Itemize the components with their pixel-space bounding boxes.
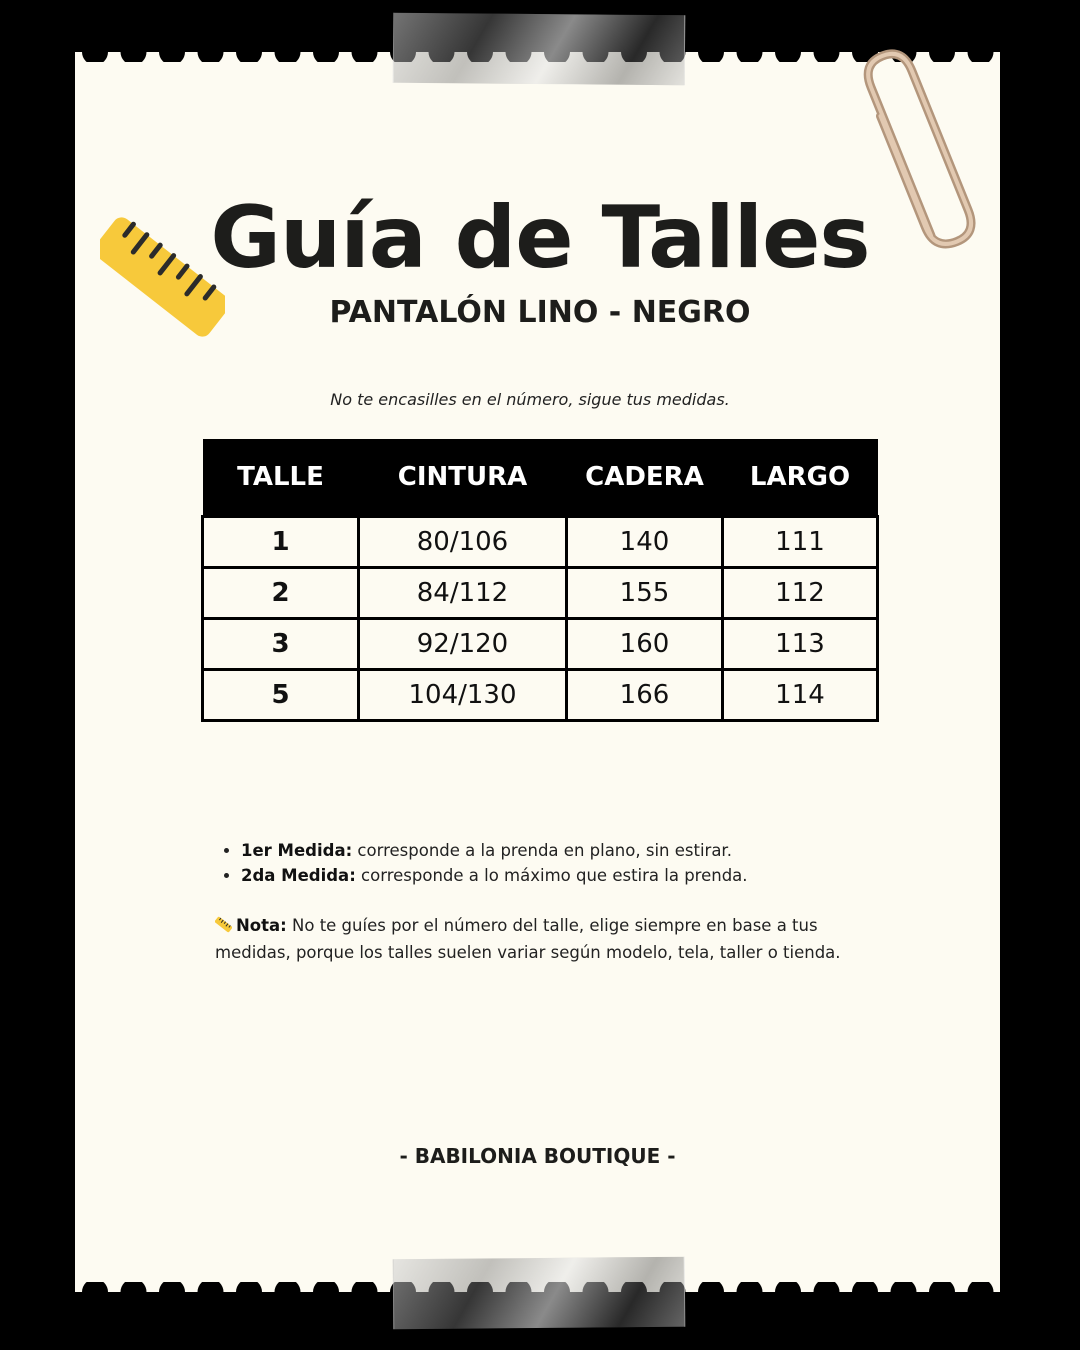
cell-cadera: 140	[567, 517, 723, 568]
perforation-hole	[775, 42, 801, 62]
bullet-text: corresponde a lo máximo que estira la prenda.	[355, 866, 748, 885]
perforation-hole	[275, 1282, 301, 1302]
cell-largo: 112	[723, 568, 878, 619]
cell-cintura: 80/106	[359, 517, 567, 568]
perforation-hole	[737, 42, 763, 62]
list-item	[241, 863, 895, 888]
perforation-hole	[891, 1282, 917, 1302]
product-subtitle: PANTALÓN LINO - NEGRO	[329, 295, 751, 330]
perforation-hole	[737, 1282, 763, 1302]
perforation-hole	[814, 42, 840, 62]
page-title: Guía de Talles	[210, 188, 870, 288]
perforation-hole	[698, 1282, 724, 1302]
perforation-hole	[775, 1282, 801, 1302]
tape-strip-bottom	[393, 1257, 686, 1330]
perforation-hole	[121, 1282, 147, 1302]
table-header-row	[203, 439, 878, 517]
measurement-list	[215, 838, 895, 888]
perforation-hole	[852, 1282, 878, 1302]
cell-talle: 1	[203, 517, 359, 568]
cell-cadera: 155	[567, 568, 723, 619]
perforation-hole	[929, 1282, 955, 1302]
perforation-hole	[236, 1282, 262, 1302]
cell-largo: 113	[723, 619, 878, 670]
tagline: No te encasilles en el número, sigue tus medidas.	[330, 390, 730, 409]
cell-cintura: 92/120	[359, 619, 567, 670]
cell-cintura: 84/112	[359, 568, 567, 619]
cell-talle: 2	[203, 568, 359, 619]
nota-text: No te guíes por el número del talle, elige siempre en base a tus medidas, porque los talles suelen variar según modelo, tela, taller o tienda.	[215, 916, 841, 962]
perforation-hole	[313, 42, 339, 62]
perforation-hole	[698, 42, 724, 62]
table-row	[203, 619, 878, 670]
cell-cadera: 160	[567, 619, 723, 670]
perforation-hole	[198, 1282, 224, 1302]
size-table	[201, 439, 879, 722]
perforation-hole	[352, 1282, 378, 1302]
cell-cadera: 166	[567, 670, 723, 721]
cell-talle: 3	[203, 619, 359, 670]
cell-talle: 5	[203, 670, 359, 721]
table-row	[203, 670, 878, 721]
bullet-label: 2da Medida:	[241, 866, 356, 885]
column-header-cintura: CINTURA	[359, 439, 567, 517]
perforation-hole	[814, 1282, 840, 1302]
column-header-talle: TALLE	[203, 439, 359, 517]
notes-section	[215, 838, 895, 965]
table-row	[203, 568, 878, 619]
cell-largo: 111	[723, 517, 878, 568]
perforation-hole	[159, 42, 185, 62]
perforation-hole	[236, 42, 262, 62]
column-header-cadera: CADERA	[567, 439, 723, 517]
cell-largo: 114	[723, 670, 878, 721]
perforation-hole	[198, 42, 224, 62]
perforation-hole	[82, 42, 108, 62]
ruler-small-icon	[215, 915, 232, 940]
bullet-label: 1er Medida:	[241, 841, 353, 860]
cell-cintura: 104/130	[359, 670, 567, 721]
table-row	[203, 517, 878, 568]
perforation-hole	[352, 42, 378, 62]
bullet-text: corresponde a la prenda en plano, sin estirar.	[352, 841, 732, 860]
perforation-hole	[275, 42, 301, 62]
column-header-largo: LARGO	[723, 439, 878, 517]
tape-strip-top	[393, 13, 686, 86]
brand-footer: - BABILONIA BOUTIQUE -	[399, 1144, 676, 1168]
perforation-hole	[313, 1282, 339, 1302]
nota-label: Nota:	[236, 916, 287, 935]
perforation-hole	[82, 1282, 108, 1302]
note-paragraph	[215, 913, 895, 965]
perforation-hole	[968, 1282, 994, 1302]
list-item	[241, 838, 895, 863]
perforation-hole	[159, 1282, 185, 1302]
perforation-hole	[121, 42, 147, 62]
